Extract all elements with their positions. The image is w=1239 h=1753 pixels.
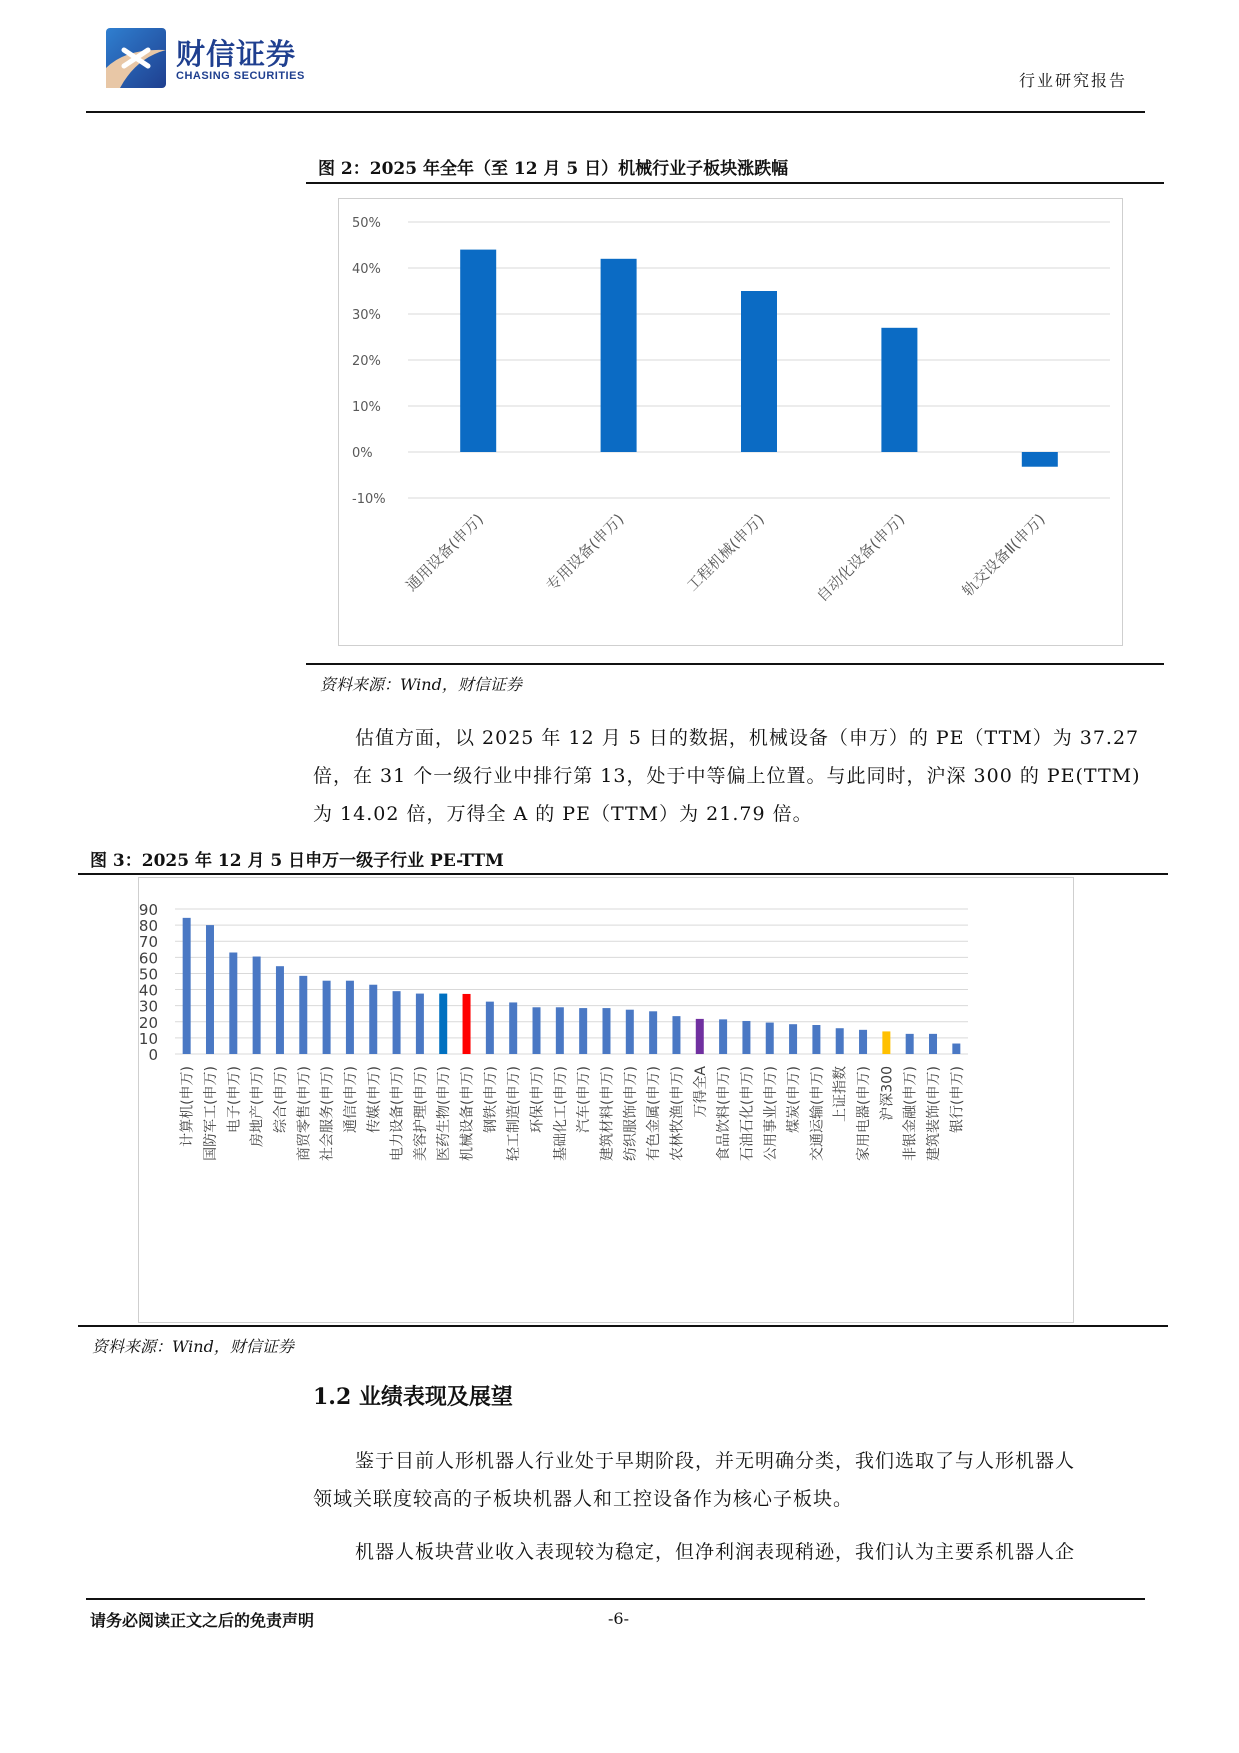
x-tick-label: 电力设备(申万)	[389, 1066, 406, 1161]
report-type: 行业研究报告	[1018, 71, 1127, 90]
y-tick-label: 70	[138, 933, 158, 952]
bar	[882, 1031, 890, 1054]
figure3-chart	[138, 877, 1074, 1323]
bar	[601, 259, 637, 452]
figure3-title: 图 3：2025 年 12 月 5 日申万一级子行业 PE-TTM	[90, 851, 504, 871]
bar	[649, 1011, 657, 1054]
bar	[741, 291, 777, 452]
x-tick-label: 综合(申万)	[272, 1066, 289, 1133]
bar	[836, 1028, 844, 1054]
y-tick-label: 30	[138, 997, 158, 1016]
x-tick-label: 房地产(申万)	[249, 1066, 266, 1147]
x-tick-label: 有色金属(申万)	[646, 1066, 663, 1161]
bar	[253, 957, 261, 1054]
footer-rule	[86, 1598, 1145, 1600]
y-tick-label: -10%	[352, 492, 386, 507]
logo-mark-icon	[106, 28, 166, 88]
bar	[952, 1044, 960, 1054]
bar	[1022, 452, 1058, 467]
bar	[439, 994, 447, 1054]
x-tick-label: 国防军工(申万)	[202, 1066, 219, 1161]
x-tick-label: 通用设备(申万)	[402, 510, 488, 595]
x-tick-label: 交通运输(申万)	[809, 1066, 826, 1161]
logo-text-cn: 财信证券	[176, 37, 297, 71]
x-tick-label: 通信(申万)	[342, 1066, 359, 1133]
bar	[323, 981, 331, 1054]
header-rule	[86, 111, 1145, 113]
y-tick-label: 50%	[352, 216, 381, 231]
x-tick-label: 食品饮料(申万)	[716, 1066, 733, 1161]
y-tick-label: 90	[138, 901, 158, 919]
bar	[416, 994, 424, 1054]
figure3-bottom-rule	[78, 1325, 1168, 1327]
y-tick-label: 40	[138, 981, 158, 1000]
x-tick-label: 煤炭(申万)	[786, 1066, 803, 1133]
y-tick-label: 20%	[352, 354, 381, 369]
paragraph1-line3: 为 14.02 倍，万得全 A 的 PE（TTM）为 21.79 倍。	[313, 803, 813, 825]
bar	[346, 981, 354, 1054]
x-tick-label: 计算机(申万)	[179, 1066, 196, 1147]
x-tick-label: 社会服务(申万)	[319, 1066, 336, 1161]
bar	[766, 1023, 774, 1054]
bar	[742, 1021, 750, 1054]
section-heading: 1.2 业绩表现及展望	[313, 1384, 513, 1410]
figure2-top-rule	[306, 182, 1164, 184]
y-tick-label: 10	[138, 1029, 158, 1048]
x-tick-label: 美容护理(申万)	[412, 1066, 429, 1161]
x-tick-label: 沪深300	[879, 1066, 896, 1121]
figure3-top-rule	[78, 873, 1168, 875]
bar	[460, 250, 496, 452]
bar	[929, 1034, 937, 1054]
y-tick-label: 60	[138, 949, 158, 968]
x-tick-label: 自动化设备(申万)	[812, 510, 909, 606]
x-tick-label: 银行(申万)	[949, 1066, 966, 1133]
y-tick-label: 50	[138, 965, 158, 984]
bar	[393, 991, 401, 1054]
logo	[106, 28, 166, 88]
x-tick-label: 纺织服饰(申万)	[622, 1066, 639, 1161]
section-p1-line2: 领域关联度较高的子板块机器人和工控设备作为核心子板块。	[313, 1488, 854, 1510]
bar	[533, 1007, 541, 1054]
bar	[789, 1024, 797, 1054]
paragraph1-line2: 倍，在 31 个一级行业中排行第 13，处于中等偏上位置。与此同时，沪深 300 的 PE(TTM)	[313, 765, 1141, 787]
bar	[299, 976, 307, 1054]
bar	[602, 1008, 610, 1054]
y-tick-label: 20	[138, 1013, 158, 1032]
figure2-chart	[338, 198, 1123, 646]
bar	[906, 1034, 914, 1054]
x-tick-label: 商贸零售(申万)	[296, 1066, 313, 1161]
y-tick-label: 30%	[352, 308, 381, 323]
bar	[719, 1019, 727, 1054]
x-tick-label: 基础化工(申万)	[552, 1066, 569, 1161]
x-tick-label: 医药生物(申万)	[436, 1066, 453, 1161]
x-tick-label: 环保(申万)	[529, 1066, 546, 1133]
x-tick-label: 家用电器(申万)	[856, 1066, 873, 1161]
footer-disclaimer: 请务必阅读正文之后的免责声明	[90, 1611, 315, 1630]
bar	[881, 328, 917, 452]
x-tick-label: 钢铁(申万)	[482, 1066, 499, 1133]
bar	[859, 1030, 867, 1054]
figure2-source: 资料来源：Wind，财信证券	[320, 675, 522, 694]
x-tick-label: 建筑装饰(申万)	[926, 1066, 943, 1161]
footer-page-number: -6-	[608, 1609, 629, 1628]
x-tick-label: 石油石化(申万)	[739, 1066, 756, 1161]
bar	[229, 953, 237, 1055]
x-tick-label: 农林牧渔(申万)	[669, 1066, 686, 1161]
x-tick-label: 万得全A	[692, 1066, 709, 1118]
paragraph1-line1: 估值方面，以 2025 年 12 月 5 日的数据，机械设备（申万）的 PE（TTM）为 37.27	[355, 727, 1140, 749]
y-tick-label: 0%	[352, 446, 373, 461]
bar	[369, 985, 377, 1054]
bar	[183, 918, 191, 1054]
bar	[276, 966, 284, 1054]
figure3-source: 资料来源：Wind，财信证券	[92, 1337, 294, 1356]
x-tick-label: 机械设备(申万)	[459, 1066, 476, 1161]
y-tick-label: 0	[148, 1046, 158, 1064]
section-p2-line1: 机器人板块营业收入表现较为稳定，但净利润表现稍逊，我们认为主要系机器人企	[355, 1541, 1076, 1563]
x-tick-label: 非银金融(申万)	[902, 1066, 919, 1161]
bar	[206, 925, 214, 1054]
x-tick-label: 汽车(申万)	[576, 1066, 593, 1133]
bar	[812, 1025, 820, 1054]
bar	[579, 1008, 587, 1054]
x-tick-label: 工程机械(申万)	[683, 510, 768, 595]
x-tick-label: 公用事业(申万)	[762, 1066, 779, 1161]
bar	[672, 1016, 680, 1054]
bar	[696, 1019, 704, 1054]
y-tick-label: 80	[138, 917, 158, 936]
x-tick-label: 轻工制造(申万)	[506, 1066, 523, 1161]
x-tick-label: 电子(申万)	[226, 1066, 243, 1133]
y-tick-label: 10%	[352, 400, 381, 415]
figure2-bottom-rule	[306, 663, 1164, 665]
x-tick-label: 专用设备(申万)	[542, 510, 628, 595]
figure2-title: 图 2：2025 年全年（至 12 月 5 日）机械行业子板块涨跌幅	[318, 159, 789, 179]
bar	[463, 994, 471, 1054]
bar	[556, 1007, 564, 1054]
bar	[486, 1002, 494, 1054]
x-tick-label: 上证指数	[832, 1066, 849, 1122]
x-tick-label: 轨交设备Ⅱ(申万)	[958, 510, 1049, 600]
section-p1-line1: 鉴于目前人形机器人行业处于早期阶段，并无明确分类，我们选取了与人形机器人	[355, 1450, 1076, 1472]
y-tick-label: 40%	[352, 262, 381, 277]
bar	[509, 1002, 517, 1054]
x-tick-label: 建筑材料(申万)	[599, 1066, 616, 1161]
bar	[626, 1010, 634, 1054]
x-tick-label: 传媒(申万)	[366, 1066, 383, 1133]
logo-text-en: CHASING SECURITIES	[176, 70, 305, 82]
